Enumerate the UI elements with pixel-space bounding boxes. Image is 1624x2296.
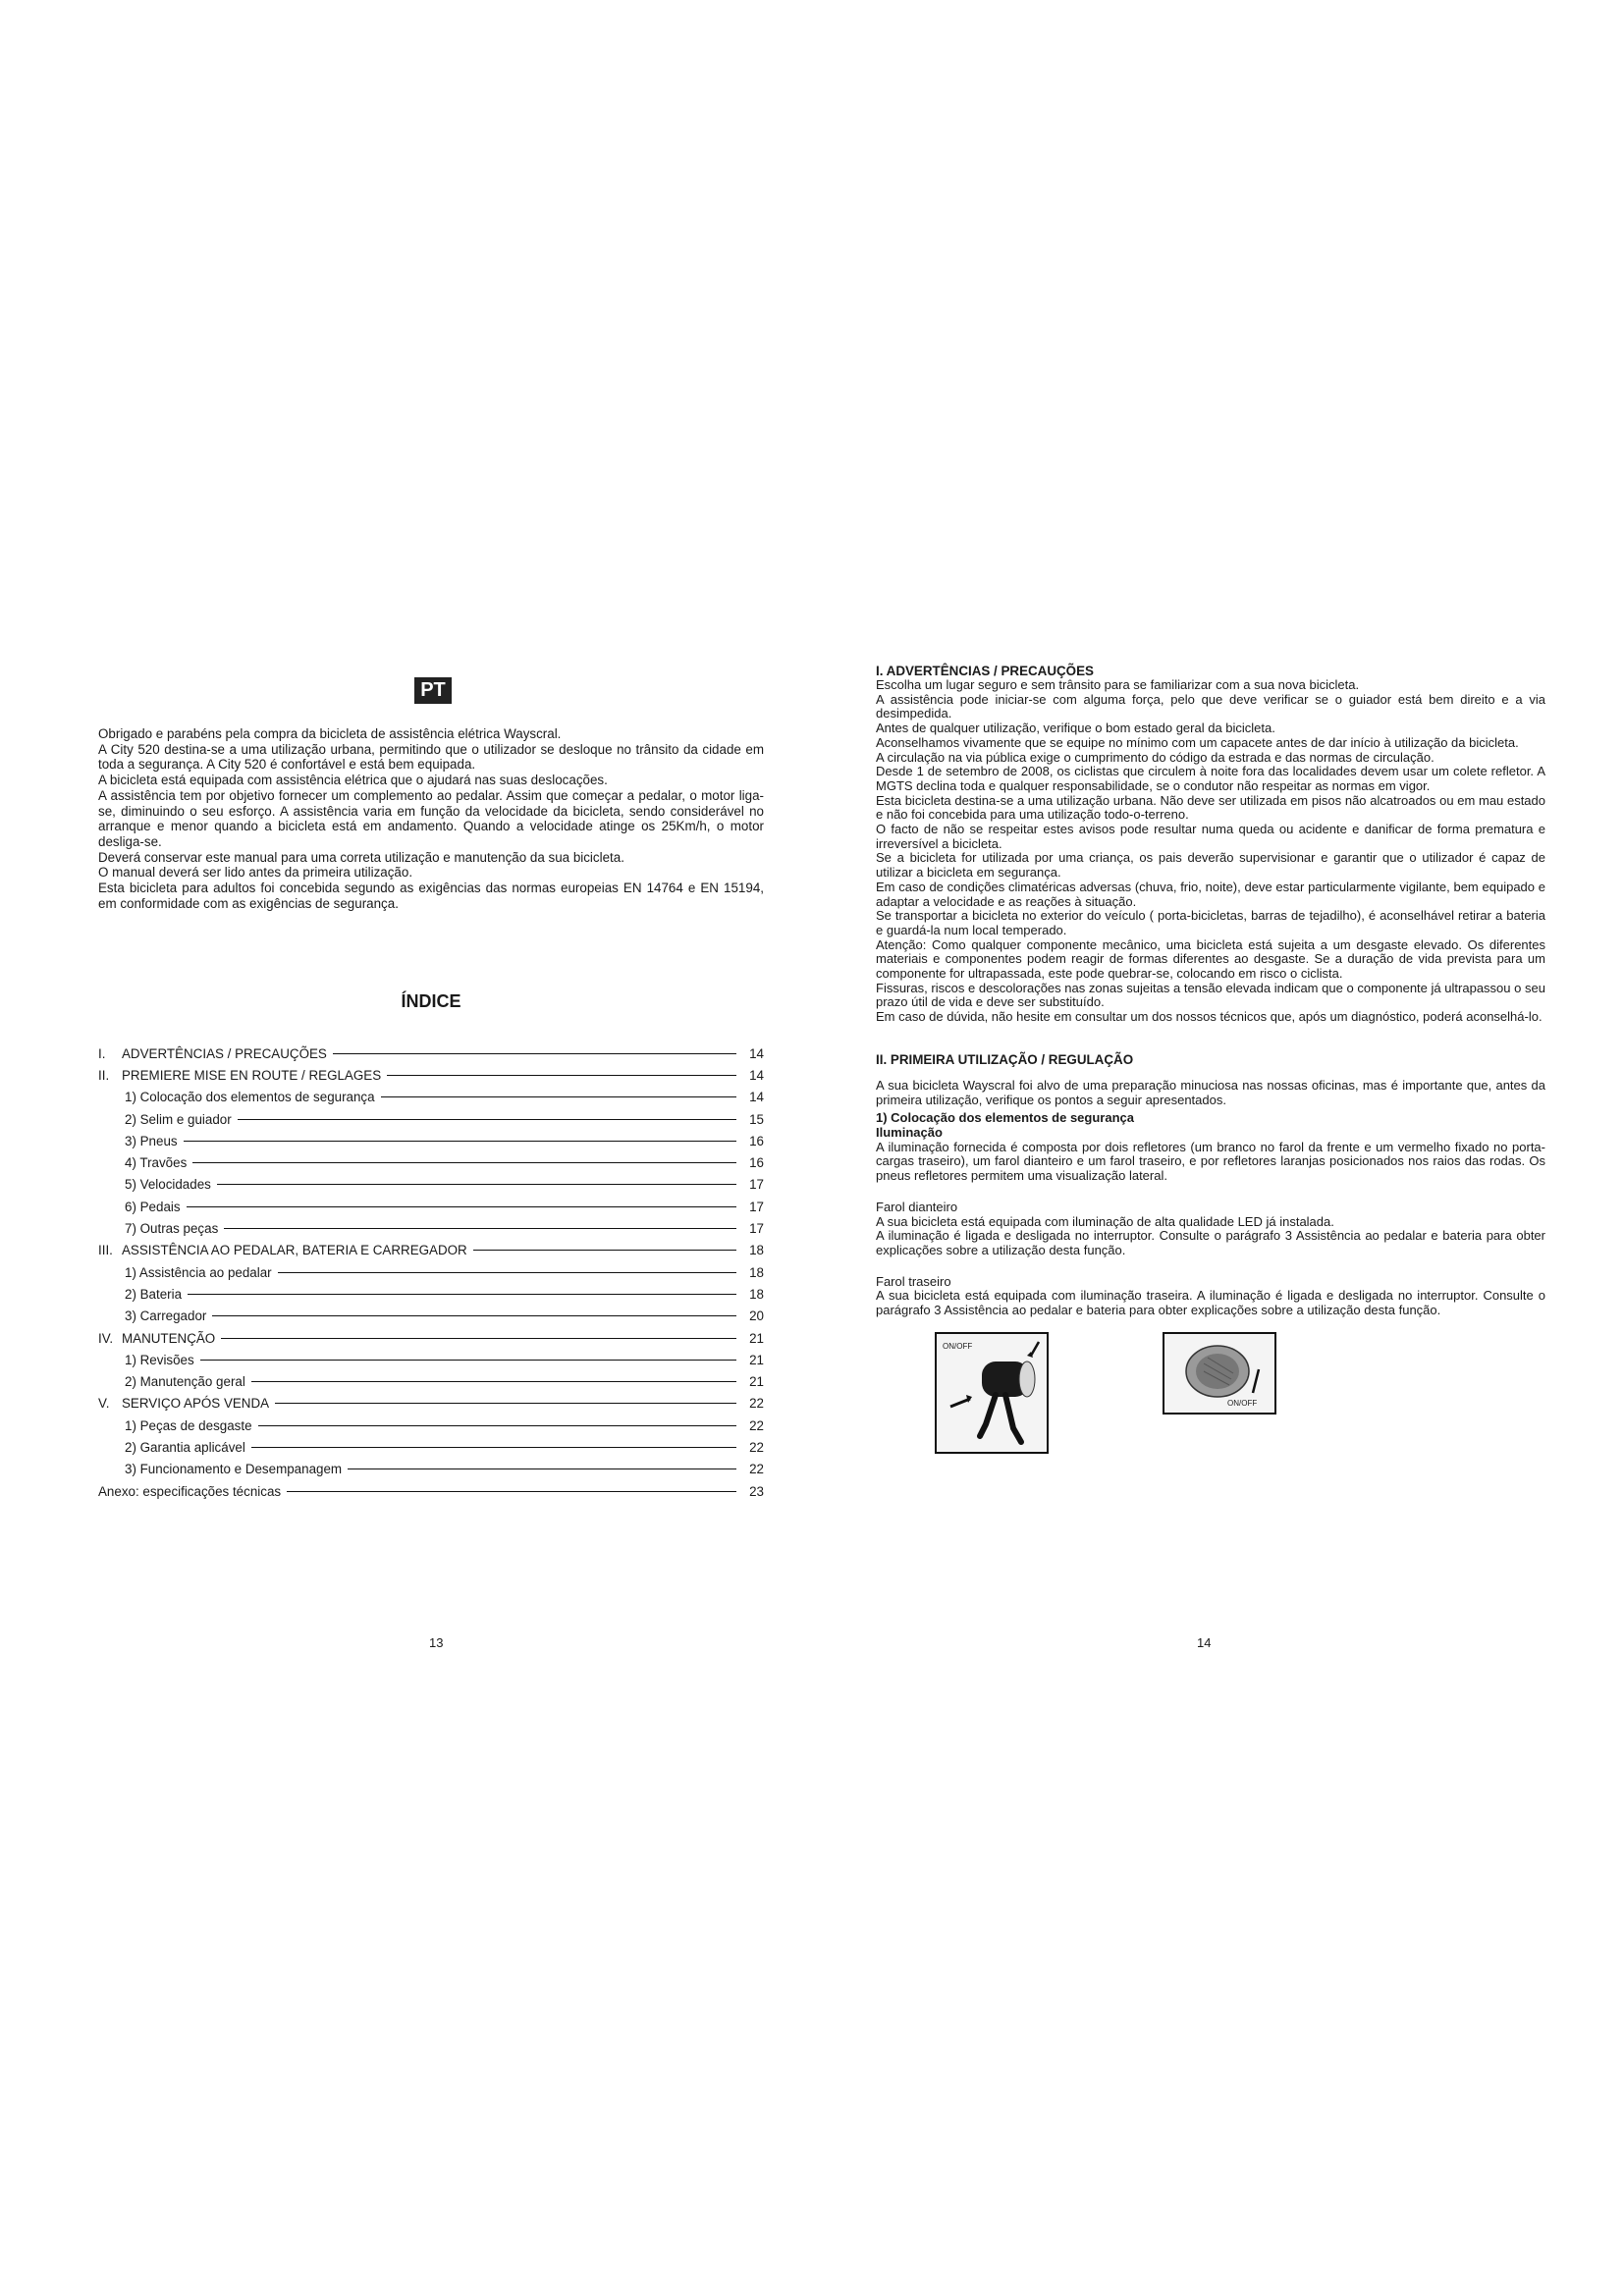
toc-leader-line [251, 1381, 736, 1382]
warning-paragraph: Escolha um lugar seguro e sem trânsito para se familiarizar com a sua nova bicicleta. [876, 677, 1360, 692]
toc-entry [98, 1130, 764, 1151]
intro-paragraph: A assistência tem por objetivo fornecer um complemento ao pedalar. Assim que começar a pedalar, o motor liga-se, diminuindo o seu esforço. A assistência varia em função da velocidade da bicicleta, sendo considerável no arranque e menor quando a bicicleta está em andamento. Quando a velocidade atinge os 25Km/h, o motor desliga-se. [98, 787, 764, 849]
warning-paragraph: Desde 1 de setembro de 2008, os ciclistas que circulem à noite fora das localidades devem usar um colete refletor. A MGTS declina toda e qualquer responsabilidade, se o condutor não respeitar as normas em vigor. [876, 764, 1545, 793]
toc-entry-title [125, 1112, 232, 1127]
on-off-label: ON/OFF [943, 1341, 973, 1351]
toc-entry-text: 2) Bateria [125, 1286, 183, 1302]
toc-page-number: 14 [749, 1090, 764, 1105]
toc-page-number: 14 [749, 1067, 764, 1083]
front-light-title: Farol dianteiro [876, 1199, 958, 1214]
toc-entry-title [125, 1440, 245, 1455]
toc-entry-text: 3) Funcionamento e Desempanagem [125, 1462, 343, 1477]
warning-paragraph: Aconselhamos vivamente que se equipe no mínimo com um capacete antes de dar início à utilização da bicicleta. [876, 734, 1519, 750]
warning-paragraph: A circulação na via pública exige o cumprimento do código da estrada e das normas de circulação. [876, 749, 1435, 765]
toc-entry-title [98, 1243, 467, 1257]
toc-entry-text: SERVIÇO APÓS VENDA [122, 1396, 270, 1412]
section-title-first-use: II. PRIMEIRA UTILIZAÇÃO / REGULAÇÃO [876, 1051, 1134, 1067]
toc-page-number: 22 [749, 1462, 764, 1477]
toc-entry [98, 1306, 764, 1327]
toc-leader-line [188, 1294, 736, 1295]
toc-page-number: 22 [749, 1396, 764, 1412]
warning-paragraph: Esta bicicleta destina-se a uma utilização urbana. Não deve ser utilizada em pisos não alcatroados ou em mau estado e não foi concebida para uma utilização todo-o-terreno. [876, 792, 1545, 823]
toc-leader-line [224, 1228, 736, 1229]
warning-paragraph: O facto de não se respeitar estes avisos pode resultar numa queda ou acidente e danificar de forma prematura e irreversível a bicicleta. [876, 822, 1545, 851]
warning-paragraph: A assistência pode iniciar-se com alguma força, pelo que deve verificar se o guiador está bem direito e a via desimpedida. [876, 691, 1545, 721]
front-light-text [876, 1215, 1545, 1258]
toc-entry-title [98, 1068, 381, 1083]
toc-page-number: 17 [749, 1221, 764, 1237]
toc-page-number: 15 [749, 1111, 764, 1127]
section-first-use-intro: A sua bicicleta Wayscral foi alvo de uma preparação minuciosa nas nossas oficinas, mas é importante que, antes da primeira utilização, verifique os pontos a seguir apresentados. [876, 1077, 1545, 1107]
toc-entry [98, 1240, 764, 1261]
toc-entry-title [125, 1155, 187, 1170]
toc-entry-text: PREMIERE MISE EN ROUTE / REGLAGES [122, 1067, 382, 1083]
toc-leader-line [287, 1491, 736, 1492]
toc-leader-line [275, 1403, 736, 1404]
toc-leader-line [278, 1272, 736, 1273]
toc-entry [98, 1327, 764, 1349]
toc-entry-text: 2) Selim e guiador [125, 1111, 232, 1127]
toc-page-number: 21 [749, 1330, 764, 1346]
toc-entry-text: 1) Assistência ao pedalar [125, 1264, 272, 1280]
intro-paragraph: A City 520 destina-se a uma utilização urbana, permitindo que o utilizador se desloque no trânsito da cidade em toda a segurança. A City 520 é confortável e está bem equipada. [98, 741, 764, 773]
intro-paragraph: A bicicleta está equipada com assistência elétrica que o ajudará nas suas deslocações. [98, 773, 608, 788]
toc-entry-title [125, 1221, 218, 1236]
toc-entry-number: IV. [98, 1330, 114, 1346]
section-warnings-body [876, 678, 1545, 1025]
toc-page-number: 17 [749, 1177, 764, 1193]
warning-paragraph: Antes de qualquer utilização, verifique o bom estado geral da bicicleta. [876, 721, 1275, 736]
language-badge: PT [414, 677, 452, 704]
intro-paragraph: Esta bicicleta para adultos foi concebida segundo as exigências das normas europeias EN 14764 e EN 15194, em conformidade com as exigências de segurança. [98, 881, 764, 911]
toc-entry [98, 1261, 764, 1283]
toc-entry [98, 1370, 764, 1392]
toc-entry-text: 7) Outras peças [125, 1221, 219, 1237]
toc-leader-line [473, 1250, 736, 1251]
toc-entry-number: V. [98, 1396, 110, 1412]
toc-entry [98, 1349, 764, 1370]
right-page [876, 664, 1545, 1469]
toc-entry [98, 1064, 764, 1086]
rear-light-title: Farol traseiro [876, 1273, 951, 1289]
front-light-paragraph: A sua bicicleta está equipada com iluminação de alta qualidade LED já instalada. [876, 1213, 1334, 1229]
light-photos [876, 1332, 1545, 1469]
toc-entry-text: MANUTENÇÃO [122, 1330, 216, 1346]
toc-leader-line [258, 1425, 736, 1426]
toc-page-number: 16 [749, 1133, 764, 1148]
intro-text [98, 726, 764, 911]
warning-paragraph: Em caso de dúvida, não hesite em consultar um dos nossos técnicos que, após um diagnóstico, poderá aconselhá-lo. [876, 1009, 1543, 1025]
toc-entry-text: ASSISTÊNCIA AO PEDALAR, BATERIA E CARREGADOR [122, 1243, 467, 1258]
intro-paragraph: Deverá conservar este manual para uma correta utilização e manutenção da sua bicicleta. [98, 849, 624, 865]
toc-leader-line [387, 1075, 736, 1076]
front-light-icon [937, 1334, 1047, 1452]
toc-leader-line [217, 1184, 736, 1185]
toc-entry-text: 4) Travões [125, 1155, 188, 1171]
toc-page-number: 18 [749, 1264, 764, 1280]
toc-entry-title [98, 1484, 281, 1499]
toc-entry [98, 1042, 764, 1064]
toc-entry-title [125, 1308, 206, 1323]
toc-entry-title [125, 1265, 272, 1280]
toc-entry-text: 2) Manutenção geral [125, 1374, 245, 1390]
toc-entry-number: I. [98, 1045, 106, 1061]
toc-entry [98, 1108, 764, 1130]
toc-page-number: 20 [749, 1308, 764, 1324]
toc-entry-title [125, 1177, 211, 1192]
toc-entry [98, 1196, 764, 1217]
toc-entry-title [125, 1287, 182, 1302]
toc-page-number: 22 [749, 1439, 764, 1455]
toc-entry-title [125, 1462, 342, 1476]
toc-leader-line [221, 1338, 736, 1339]
toc-leader-line [348, 1468, 736, 1469]
toc-entry [98, 1436, 764, 1458]
toc-leader-line [184, 1141, 736, 1142]
intro-paragraph: Obrigado e parabéns pela compra da bicicleta de assistência elétrica Wayscral. [98, 726, 562, 741]
toc-entry-text: 1) Colocação dos elementos de segurança [125, 1090, 375, 1105]
toc-leader-line [200, 1360, 736, 1361]
toc-entry-title [125, 1090, 375, 1104]
table-of-contents [98, 1042, 764, 1502]
page-number-right: 14 [1197, 1635, 1212, 1650]
toc-entry-number: II. [98, 1067, 110, 1083]
on-off-label: ON/OFF [1227, 1398, 1258, 1408]
intro-paragraph: O manual deverá ser lido antes da primeira utilização. [98, 865, 413, 881]
section-title-warnings: I. ADVERTÊNCIAS / PRECAUÇÕES [876, 664, 1094, 678]
toc-page-number: 18 [749, 1243, 764, 1258]
toc-entry-text: Anexo: especificações técnicas [98, 1483, 282, 1499]
toc-entry-text: 2) Garantia aplicável [125, 1439, 245, 1455]
lighting-title: Iluminação [876, 1124, 943, 1140]
toc-entry-text: 3) Pneus [125, 1133, 178, 1148]
toc-leader-line [238, 1119, 736, 1120]
lighting-text: A iluminação fornecida é composta por dois refletores (um branco no farol da frente e um vermelho fixado no porta- cargas traseiro), um farol dianteiro e um farol traseiro, e por refletores laranjas posicionados nos raios das rodas. Os pneus refletores permitem uma visualização lateral. [876, 1139, 1545, 1184]
toc-page-number: 22 [749, 1417, 764, 1433]
toc-leader-line [251, 1447, 736, 1448]
toc-entry-text: 6) Pedais [125, 1199, 181, 1214]
warning-paragraph: Atenção: Como qualquer componente mecânico, uma bicicleta está sujeita a um desgaste elevado. Os diferentes materiais e componentes podem reagir de formas diferentes ao desgaste. Se a duração de vida prevista para um componente for ultrapassada, este pode quebrar-se, colocando em risco o ciclista. [876, 936, 1545, 982]
toc-entry-text: 1) Peças de desgaste [125, 1417, 252, 1433]
toc-page-number: 16 [749, 1155, 764, 1171]
toc-page-number: 17 [749, 1199, 764, 1214]
toc-entry [98, 1217, 764, 1239]
warning-paragraph: Em caso de condições climatéricas adversas (chuva, frio, noite), deve estar particularmente vigilante, bem equipado e adaptar a velocidade e as reações à situação. [876, 879, 1545, 909]
index-title: ÍNDICE [401, 991, 461, 1011]
toc-entry-title [125, 1374, 245, 1389]
toc-entry-text: 1) Revisões [125, 1352, 194, 1367]
toc-entry [98, 1415, 764, 1436]
toc-page-number: 18 [749, 1286, 764, 1302]
subsection-title-safety: 1) Colocação dos elementos de segurança [876, 1110, 1134, 1126]
toc-entry [98, 1480, 764, 1502]
toc-leader-line [333, 1053, 736, 1054]
toc-entry-title [125, 1200, 181, 1214]
toc-leader-line [192, 1162, 736, 1163]
toc-entry [98, 1283, 764, 1305]
rear-light-photo [1163, 1332, 1276, 1415]
toc-page-number: 21 [749, 1374, 764, 1390]
front-light-paragraph: A iluminação é ligada e desligada no interruptor. Consulte o parágrafo 3 Assistência ao pedalar e bateria para obter explicações sobre a utilização desta função. [876, 1228, 1545, 1257]
toc-entry-title [98, 1046, 327, 1061]
toc-page-number: 14 [749, 1045, 764, 1061]
warning-paragraph: Se a bicicleta for utilizada por uma criança, os pais deverão supervisionar e garantir que o utilizador é capaz de utilizar a bicicleta em segurança. [876, 850, 1545, 881]
warning-paragraph: Se transportar a bicicleta no exterior do veículo ( porta-bicicletas, barras de tejadilho), é aconselhável retirar a bateria e guardá-la num local temperado. [876, 908, 1545, 937]
toc-entry [98, 1393, 764, 1415]
toc-entry-number: III. [98, 1243, 113, 1258]
toc-entry-text: 5) Velocidades [125, 1177, 211, 1193]
page-number-left: 13 [429, 1635, 444, 1650]
toc-entry-title [125, 1353, 194, 1367]
toc-page-number: 21 [749, 1352, 764, 1367]
toc-entry-title [98, 1331, 215, 1346]
rear-light-icon [1164, 1334, 1274, 1413]
toc-entry-text: 3) Carregador [125, 1308, 207, 1324]
toc-entry [98, 1174, 764, 1196]
toc-entry [98, 1087, 764, 1108]
toc-entry-text: ADVERTÊNCIAS / PRECAUÇÕES [122, 1045, 327, 1061]
toc-entry [98, 1459, 764, 1480]
toc-entry-title [125, 1418, 252, 1433]
toc-entry-title [125, 1134, 178, 1148]
rear-light-text: A sua bicicleta está equipada com iluminação traseira. A iluminação é ligada e desligada no interruptor. Consulte o parágrafo 3 Assistência ao pedalar e bateria para obter explicações sobre a utilização desta função. [876, 1288, 1545, 1318]
toc-leader-line [187, 1206, 736, 1207]
toc-entry [98, 1151, 764, 1173]
front-light-photo [935, 1332, 1049, 1454]
toc-leader-line [212, 1315, 736, 1316]
toc-leader-line [381, 1096, 736, 1097]
warning-paragraph: Fissuras, riscos e descolorações nas zonas sujeitas a tensão elevada indicam que o componente já ultrapassou o seu prazo útil de vida e deve ser substituído. [876, 980, 1545, 1010]
toc-page-number: 23 [749, 1483, 764, 1499]
toc-entry-title [98, 1396, 269, 1411]
